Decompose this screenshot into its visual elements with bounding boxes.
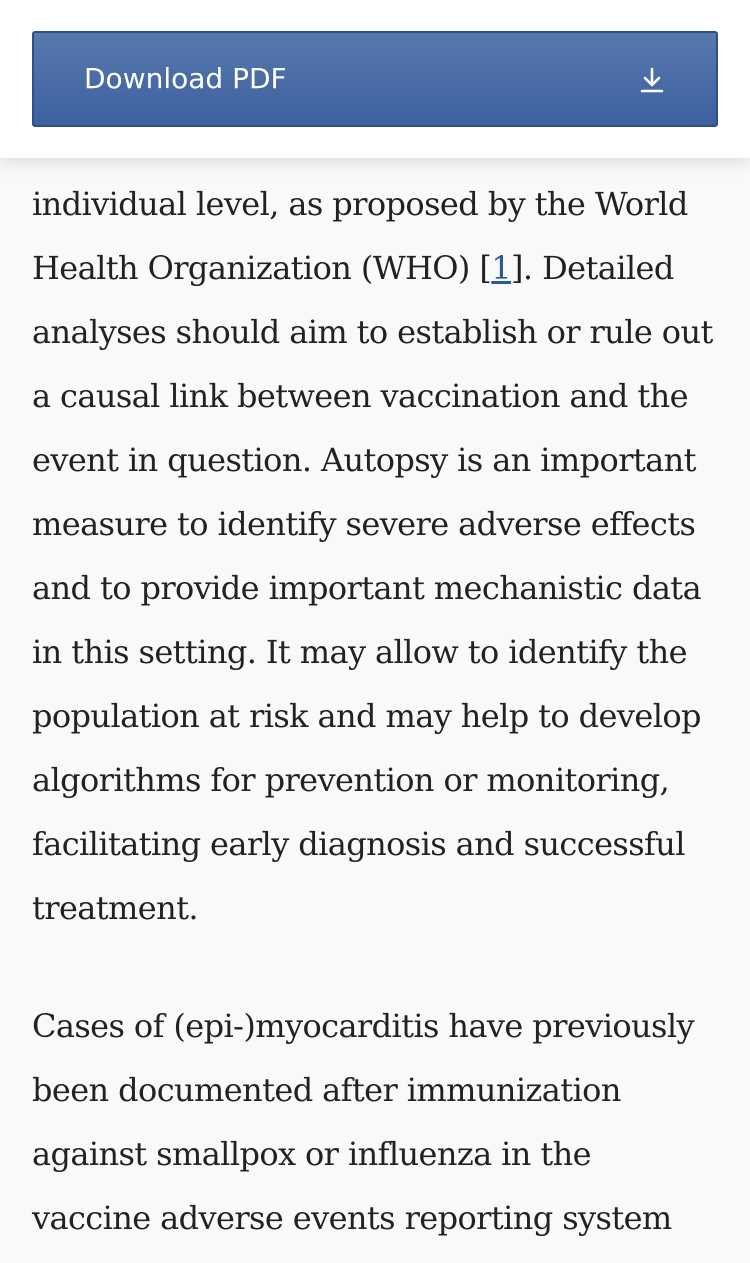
text-line: treatment. (32, 889, 198, 927)
download-icon (640, 67, 664, 93)
text-line: measure to identify severe adverse effects (32, 505, 696, 543)
text-line: population at risk and may help to develop (32, 697, 701, 735)
text-line: and to provide important mechanistic data (32, 569, 702, 607)
text-line: vaccine adverse events reporting system (32, 1199, 672, 1237)
download-pdf-button[interactable] (32, 31, 718, 127)
text-fragment: ]. Detailed (511, 249, 674, 287)
text-line: event in question. Autopsy is an important (32, 441, 696, 479)
text-line: a causal link between vaccination and the (32, 377, 688, 415)
text-line: against smallpox or influenza in the (32, 1135, 591, 1173)
text-line: Cases of (epi-)myocarditis have previously (32, 1007, 694, 1045)
paragraph-myocarditis (32, 994, 694, 1250)
text-line: been documented after immunization (32, 1071, 621, 1109)
citation-link[interactable]: 1 (491, 249, 512, 287)
text-line (32, 249, 674, 287)
text-line: individual level, as proposed by the World (32, 185, 688, 223)
text-line: facilitating early diagnosis and successful (32, 825, 685, 863)
text-line: algorithms for prevention or monitoring, (32, 761, 670, 799)
sticky-header (0, 0, 750, 158)
paragraph-vaccine-safety (32, 108, 713, 940)
text-fragment: Health Organization (WHO) [ (32, 249, 492, 287)
text-line: in this setting. It may allow to identify the (32, 633, 687, 671)
download-pdf-label: Download PDF (84, 62, 287, 95)
text-line: analyses should aim to establish or rule out (32, 313, 713, 351)
